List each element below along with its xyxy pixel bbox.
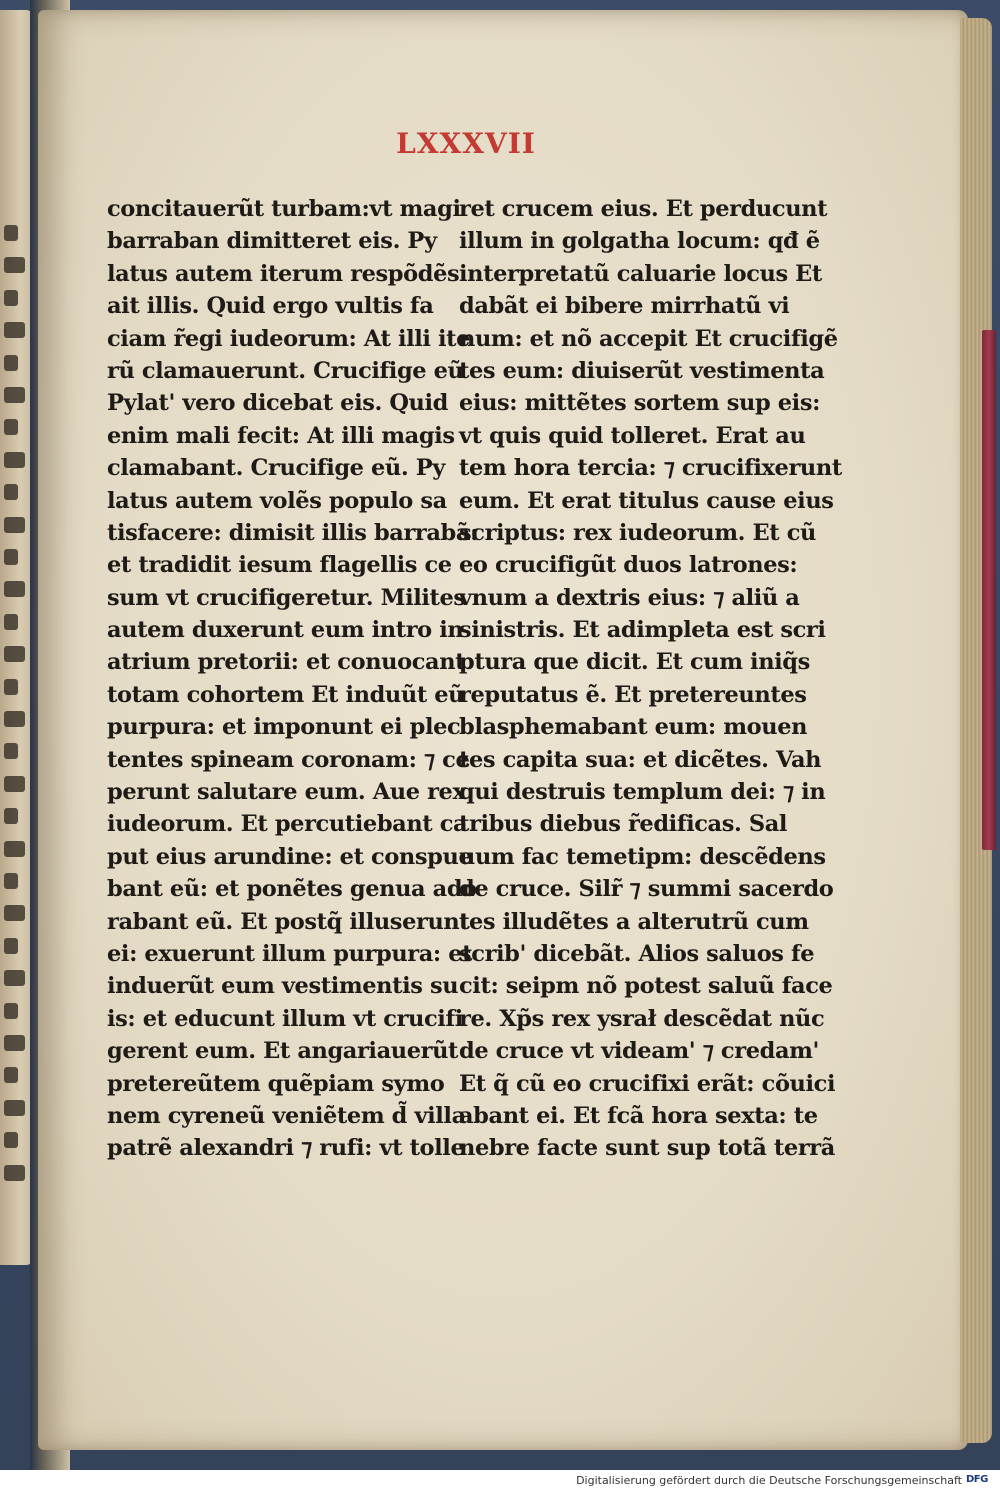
previous-page-text-fragment	[4, 290, 18, 306]
text-line: tes eum: diuiserũt vestimenta	[459, 357, 825, 384]
previous-page-text-fragment	[4, 355, 18, 371]
text-line: eius: mittẽtes sortem sup eis:	[459, 390, 820, 417]
folio-number: LXXXVII	[396, 127, 536, 160]
text-line: nem cyreneũ veniẽtem d̃ villa	[107, 1102, 466, 1129]
text-line: enim mali fecit: At illi magis	[107, 422, 455, 449]
previous-page-text-fragment	[4, 646, 25, 662]
text-line: nebre facte sunt sup totã terrã	[459, 1135, 835, 1162]
previous-page-text-fragment	[4, 1067, 18, 1083]
text-line: tem hora tercia: ⁊ crucifixerunt	[459, 455, 842, 482]
text-line: Pylat' vero dicebat eis. Quid	[107, 390, 448, 417]
previous-page-text-fragment	[4, 970, 25, 986]
text-column-right	[459, 193, 842, 1165]
text-line: scriptus: rex iudeorum. Et cũ	[459, 519, 816, 546]
text-line: autem duxerunt eum intro in	[107, 617, 464, 644]
text-line: qui destruis templum dei: ⁊ in	[459, 779, 826, 806]
text-line: ait illis. Quid ergo vultis fa	[107, 293, 434, 320]
previous-page-text-fragment	[4, 1003, 18, 1019]
text-line: tisfacere: dimisit illis barrabã:	[107, 519, 478, 546]
previous-page-text-fragment	[4, 1165, 25, 1181]
text-column-left	[107, 193, 478, 1165]
text-line: interpretatũ caluarie locus Et	[459, 260, 822, 287]
previous-page-text-fragment	[4, 614, 18, 630]
text-line: Et q̃ cũ eo crucifixi erãt: cõuici	[459, 1070, 836, 1097]
bookmark-ribbon	[982, 330, 996, 850]
text-line: tes illudẽtes a alterutrũ cum	[459, 908, 809, 935]
previous-page-text-fragment	[4, 873, 18, 889]
text-line: scrib' dicebãt. Alios saluos fe	[459, 940, 815, 967]
previous-page-text-fragment	[4, 549, 18, 565]
previous-page-text-fragment	[4, 387, 25, 403]
previous-page-text-fragment	[4, 322, 25, 338]
dfg-logo-icon: DFG	[966, 1474, 988, 1485]
text-line: ciam r̃egi iudeorum: At illi ite	[107, 325, 471, 352]
text-line: reputatus ẽ. Et pretereuntes	[459, 681, 807, 708]
text-line: latus autem iterum respõdẽs	[107, 260, 460, 287]
previous-page-text-fragment	[4, 1100, 25, 1116]
text-line: tes capita sua: et dicẽtes. Vah	[459, 746, 822, 773]
previous-page-text-fragment	[4, 938, 18, 954]
text-line: blasphemabant eum: mouen	[459, 714, 808, 741]
previous-page-text-fragment	[4, 808, 18, 824]
previous-page-text-fragment	[4, 225, 18, 241]
text-line: pretereũtem quẽpiam symo	[107, 1070, 445, 1097]
text-line: gerent eum. Et angariauerũt	[107, 1038, 459, 1065]
previous-page-text-fragment	[4, 905, 25, 921]
text-line: atrium pretorii: et conuocant	[107, 649, 466, 676]
text-line: perunt salutare eum. Aue rex	[107, 779, 466, 806]
text-line: eo crucifigũt duos latrones:	[459, 552, 798, 579]
text-line: ret crucem eius. Et perducunt	[459, 196, 828, 222]
previous-page-text-fragment	[4, 841, 25, 857]
text-line: rabant eũ. Et postq̃ illuserunt	[107, 908, 470, 935]
text-line: rũ clamauerunt. Crucifige eũ	[107, 357, 464, 384]
text-line: sinistris. Et adimpleta est scri	[459, 617, 826, 644]
text-line: patrẽ alexandri ⁊ rufi: vt tolle	[107, 1135, 465, 1162]
text-line: eum. Et erat titulus cause eius	[459, 487, 834, 514]
text-line: ei: exuerunt illum purpura: et	[107, 940, 473, 967]
previous-page-text-fragment	[4, 257, 25, 273]
text-line: vt quis quid tolleret. Erat au	[459, 422, 806, 449]
text-line: barraban dimitteret eis. Py	[107, 228, 437, 255]
previous-page-text-fragment	[4, 679, 18, 695]
previous-page-text-fragment	[4, 484, 18, 500]
text-line: concitauerũt turbam:vt magi	[107, 196, 461, 222]
text-line: is: et educunt illum vt crucifi	[107, 1005, 463, 1032]
text-line: sum vt crucifigeretur. Milites	[107, 584, 466, 611]
previous-page-text-fragment	[4, 517, 25, 533]
previous-page-text-fragment	[4, 419, 18, 435]
text-line: abant ei. Et fcã hora sexta: te	[459, 1102, 818, 1129]
previous-page-text-fragment	[4, 776, 25, 792]
text-line: induerũt eum vestimentis su	[107, 973, 459, 1000]
text-line: purpura: et imponunt ei plec	[107, 714, 461, 741]
footer-credit: Digitalisierung gefördert durch die Deutsche Forschungsgemeinschaft	[576, 1474, 962, 1487]
previous-page-edge	[0, 10, 34, 1265]
previous-page-text-fragment	[4, 452, 25, 468]
text-line: bant eũ: et ponẽtes genua ado	[107, 876, 477, 903]
text-line: cit: seipm nõ potest saluũ face	[459, 973, 833, 1000]
text-line: ptura que dicit. Et cum iniq̃s	[459, 649, 810, 676]
previous-page-text-fragment	[4, 711, 25, 727]
text-line: illum in golgatha locum: qđ ẽ	[459, 228, 820, 255]
previous-page-text-fragment	[4, 1132, 18, 1148]
text-line: re. Xp̃s rex ysrał descẽdat nũc	[459, 1005, 825, 1032]
text-line: num: et nõ accepit Et crucifigẽ	[459, 325, 838, 352]
text-line: put eius arundine: et conspue	[107, 843, 473, 870]
text-line: de cruce vt videam' ⁊ credam'	[459, 1038, 820, 1065]
previous-page-text-fragment	[4, 581, 25, 597]
text-line: de cruce. Silr̃ ⁊ summi sacerdo	[459, 876, 834, 903]
previous-page-text-fragment	[4, 1035, 25, 1051]
text-line: uum fac temetipm: descẽdens	[459, 843, 826, 870]
text-line: dabãt ei bibere mirrhatũ vi	[459, 293, 790, 320]
footer-bar	[0, 1470, 1000, 1492]
text-line: iudeorum. Et percutiebant ca	[107, 811, 468, 838]
text-line: clamabant. Crucifige eũ. Py	[107, 455, 445, 482]
text-line: totam cohortem Et induũt eũ	[107, 681, 465, 708]
previous-page-text-fragment	[4, 743, 18, 759]
text-line: tribus diebus r̃edificas. Sal	[459, 811, 788, 838]
text-line: tentes spineam coronam: ⁊ ce	[107, 746, 470, 773]
text-line: vnum a dextris eius: ⁊ aliũ a	[459, 584, 800, 611]
text-line: et tradidit iesum flagellis ce	[107, 552, 452, 579]
text-line: latus autem volẽs populo sa	[107, 487, 447, 514]
